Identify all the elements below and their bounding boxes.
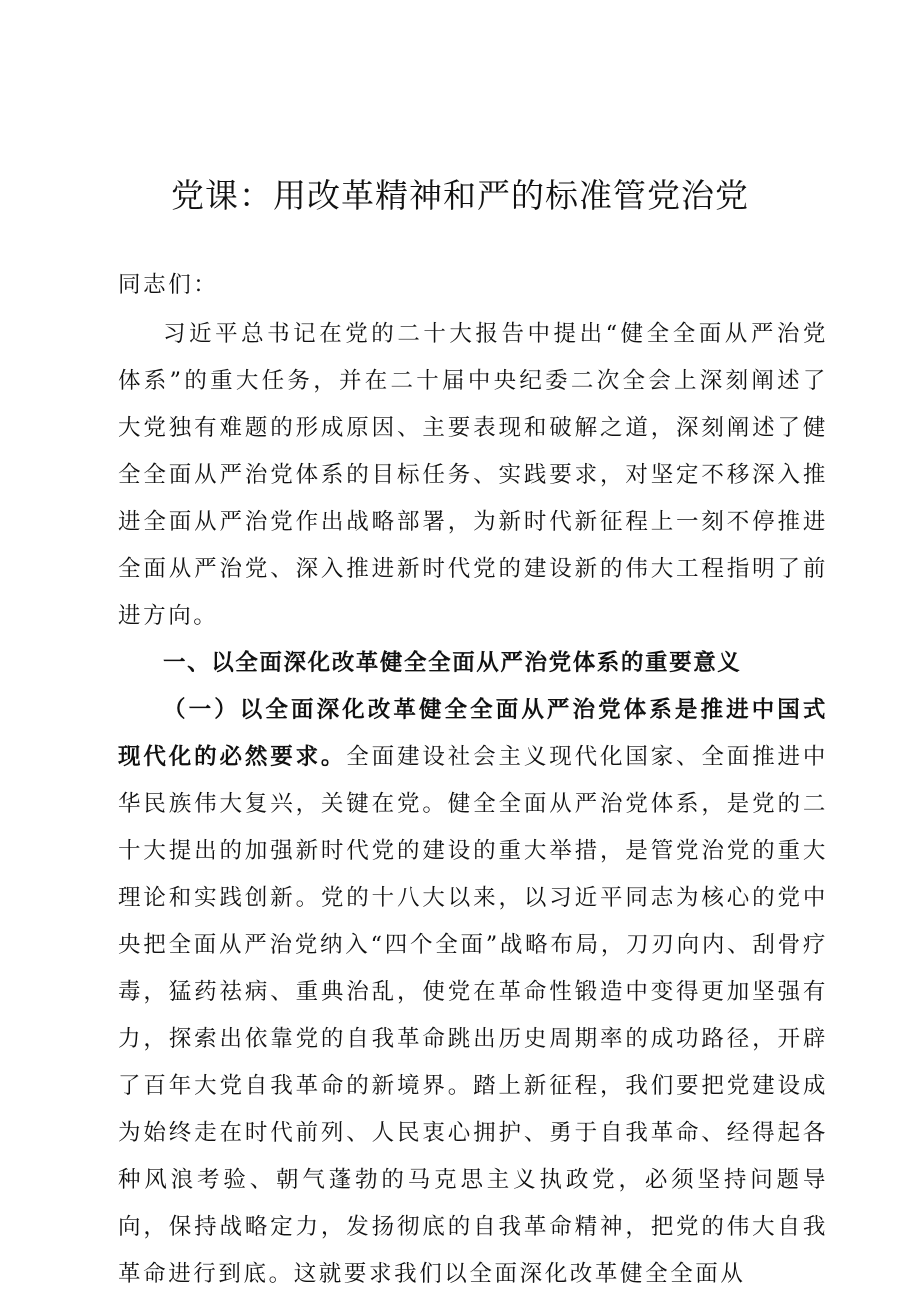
subsection-lead: （一）以全面深化改革健全全面从严治党体系是推进中国式现代化的必然要求。 xyxy=(118,697,828,770)
subsection-body: 全面建设社会主义现代化国家、全面推进中华民族伟大复兴，关键在党。健全全面从严治党体系，是党的二十大提出的加强新时代党的建设的重大举措，是管党治党的重大理论和实践创新。党的十八大以来，以习近平同志为核心的党中央把全面从严治党纳入“四个全面”战略布局，刀刃向内、刮骨疗毒，猛药祛病、重典治乱，使党在革命性锻造中变得更加坚强有力，探索出依靠党的自我革命跳出历史周期率的成功路径，开辟了百年大党自我革命的新境界。踏上新征程，我们要把党建设成为始终走在时代前列、人民衷心拥护、勇于自我革命、经得起各种风浪考验、朝气蓬勃的马克思主义执政党，必须坚持问题导向，保持战略定力，发扬彻底的自我革命精神，把党的伟大自我革命进行到底。这就要求我们以全面深化改革健全全面从 xyxy=(118,744,828,1287)
subsection-paragraph xyxy=(118,687,828,1298)
section-heading: 一、以全面深化改革健全全面从严治党体系的重要意义 xyxy=(163,650,742,676)
document-title: 党课：用改革精神和严的标准管党治党 xyxy=(171,176,749,215)
document-body xyxy=(118,262,828,1298)
intro-paragraph: 习近平总书记在党的二十大报告中提出“健全全面从严治党体系”的重大任务，并在二十届中央纪委二次全会上深刻阐述了大党独有难题的形成原因、主要表现和破解之道，深刻阐述了健全全面从严治党体系的目标任务、实践要求，对坚定不移深入推进全面从严治党作出战略部署，为新时代新征程上一刻不停推进全面从严治党、深入推进新时代党的建设新的伟大工程指明了前进方向。 xyxy=(118,321,828,629)
salutation: 同志们： xyxy=(118,272,219,298)
